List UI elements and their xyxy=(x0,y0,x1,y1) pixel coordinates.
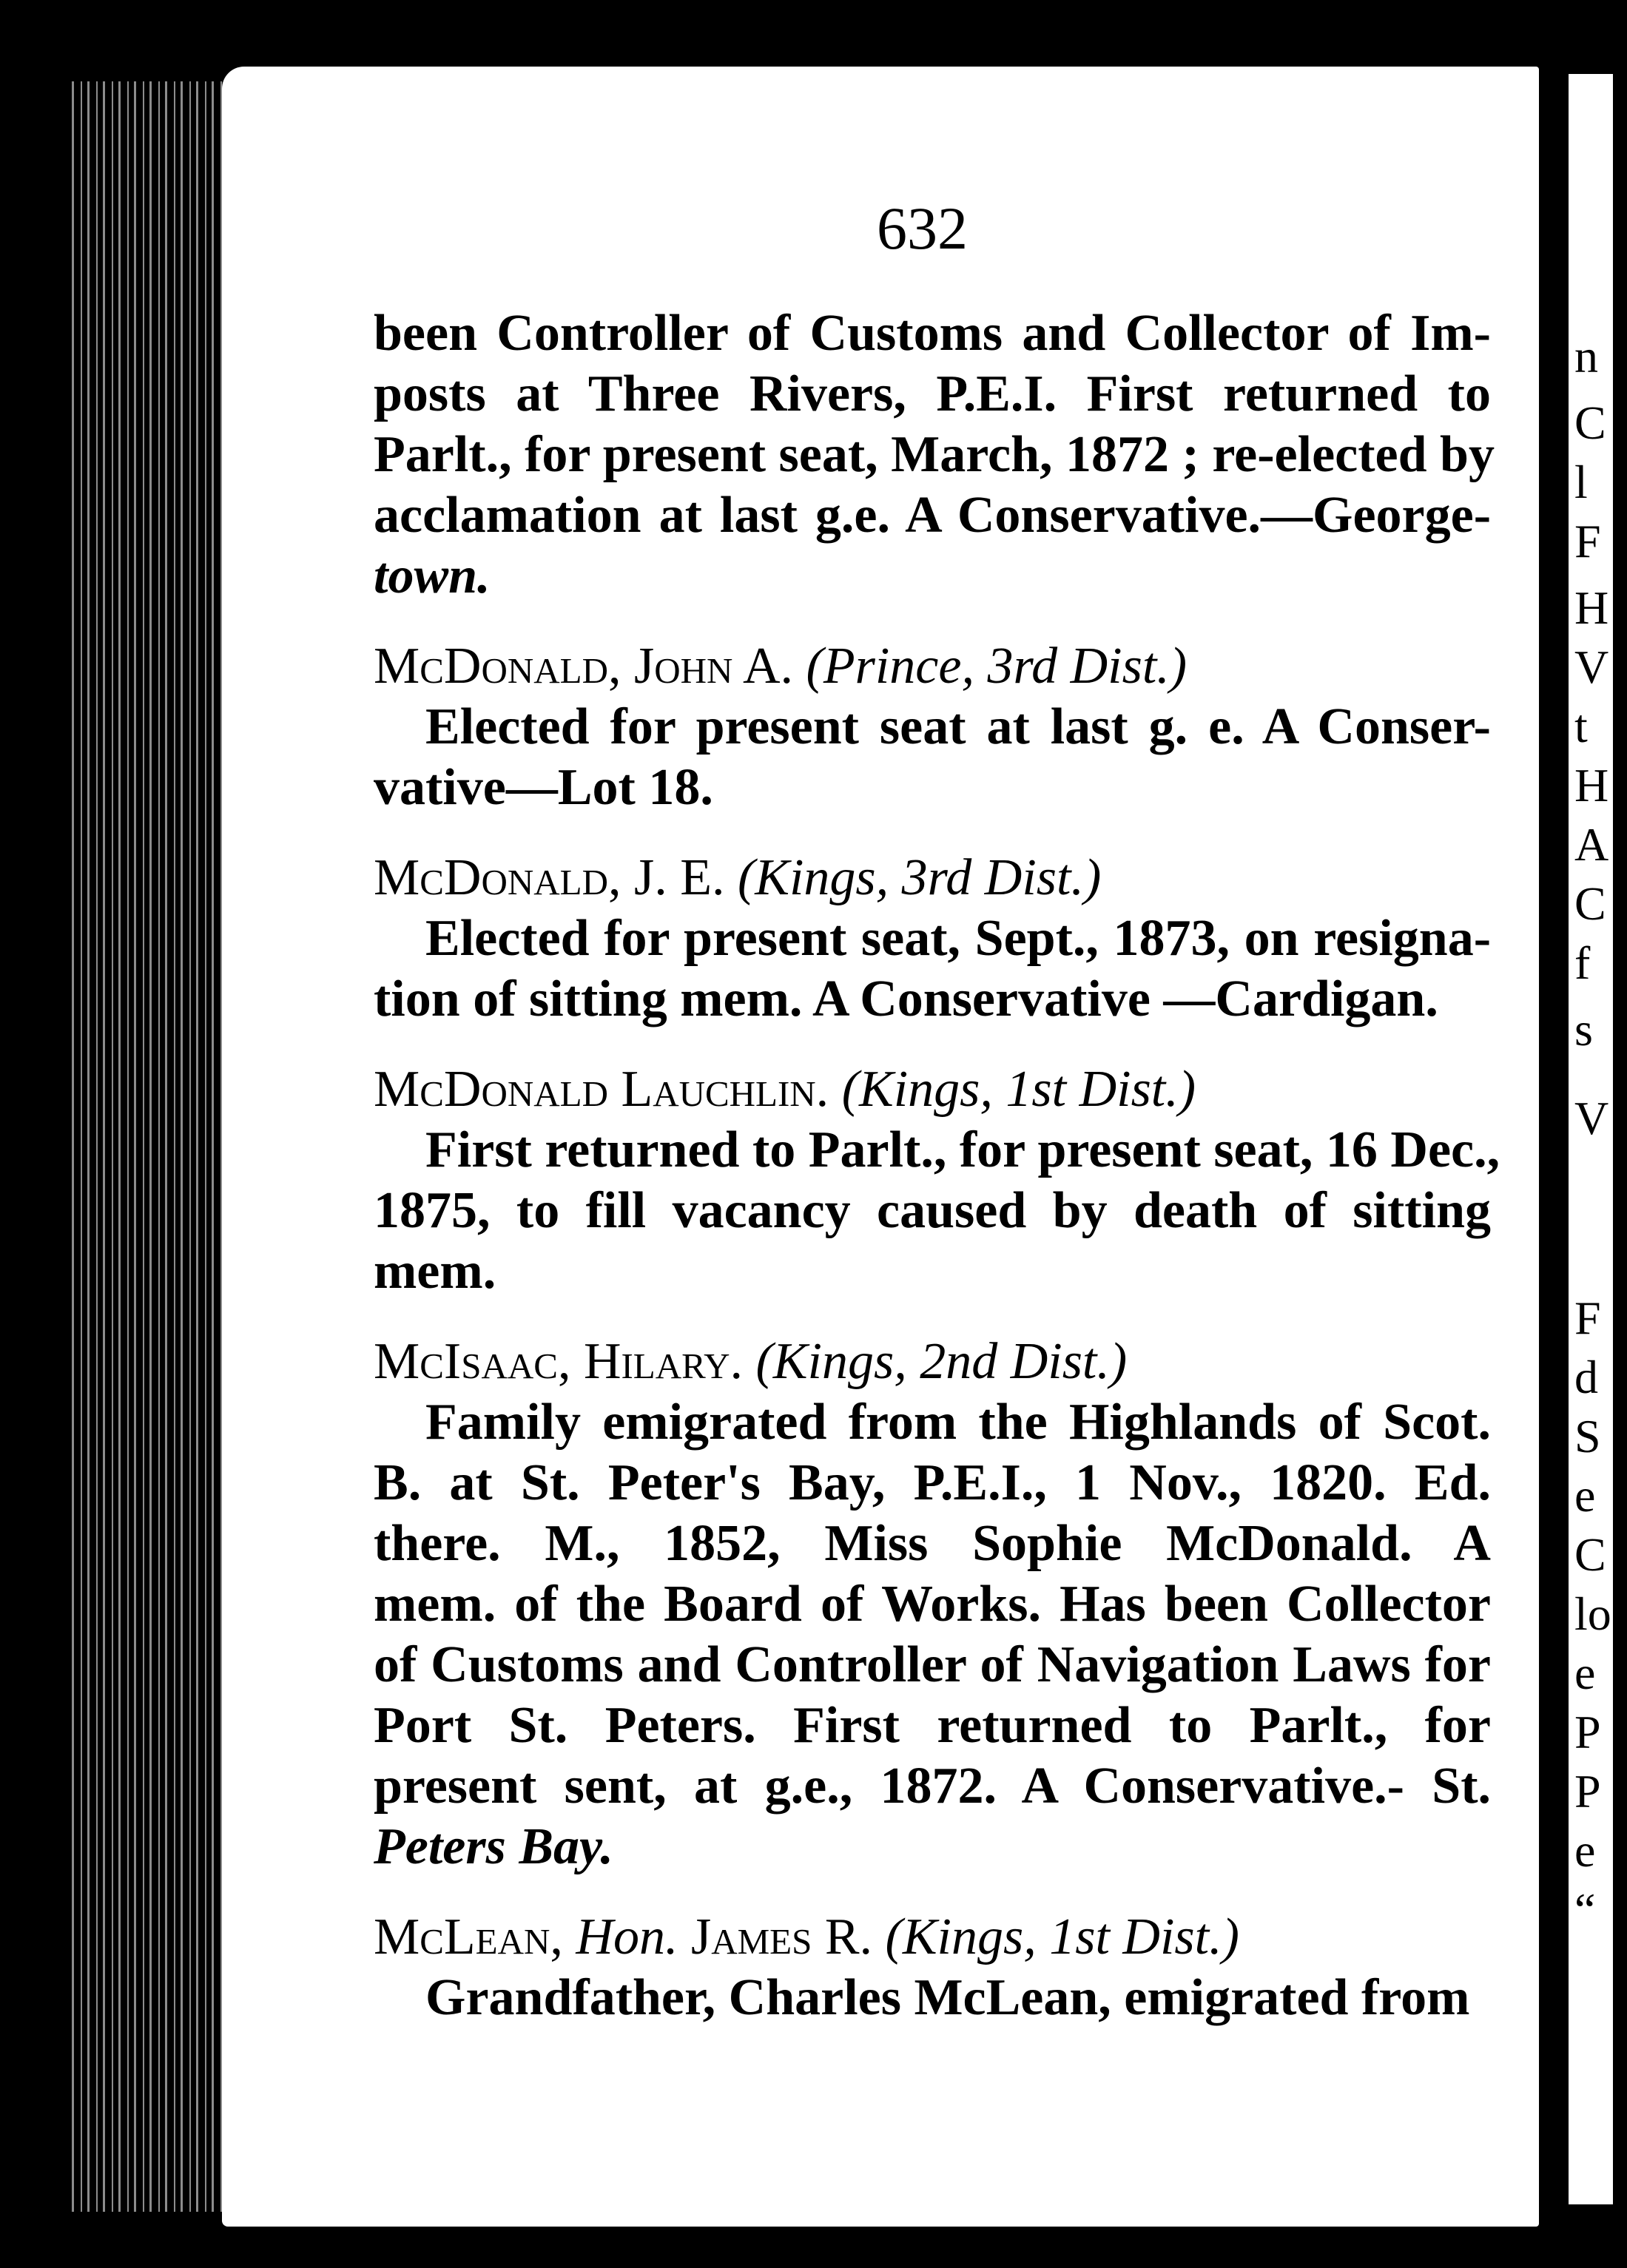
entry-heading xyxy=(374,848,1491,908)
entry-mcdonald-lauchlin xyxy=(374,1059,1500,1302)
adjacent-page-letter: e xyxy=(1574,1824,1596,1877)
text-line: First returned to Parlt., for present seat, 16 Dec., xyxy=(425,1121,1500,1178)
entry-mcdonald-j-e xyxy=(374,848,1491,1030)
text-line: tion of sitting mem. A Conservative —Cardigan. xyxy=(374,971,1438,1027)
adjacent-page-letter: F xyxy=(1574,515,1601,567)
entry-mcdonald-john-a xyxy=(374,636,1491,818)
text-line: vative—Lot 18. xyxy=(374,759,713,816)
member-name: McIsaac, Hilary. xyxy=(374,1333,743,1390)
text-line: Family emigrated from the Highlands of Scot. xyxy=(425,1394,1491,1451)
entry-mcisaac-hilary xyxy=(374,1332,1491,1877)
district: (Kings, 1st Dist.) xyxy=(841,1061,1196,1118)
entry-mclean-james-r xyxy=(374,1907,1491,2028)
text-line: there. M., 1852, Miss Sophie McDonald. A xyxy=(374,1515,1491,1572)
text-line: Peters Bay. xyxy=(374,1818,613,1875)
adjacent-page-letter: F xyxy=(1574,1292,1601,1344)
adjacent-page-letter: l xyxy=(1574,456,1588,508)
text-line: Elected for present seat at last g. e. A Conser- xyxy=(425,698,1491,755)
adjacent-page-letter: s xyxy=(1574,1003,1593,1056)
text-line: mem. of the Board of Works. Has been Collector xyxy=(374,1576,1491,1633)
text-line: present sent, at g.e., 1872. A Conservative.- St. xyxy=(374,1758,1491,1815)
text-line: mem. xyxy=(374,1243,496,1300)
adjacent-page-letter: lo xyxy=(1574,1587,1611,1640)
entry-heading xyxy=(374,1907,1491,1968)
adjacent-page-letter: f xyxy=(1574,936,1591,989)
adjacent-page-letter: P xyxy=(1574,1706,1601,1758)
adjacent-page-letter: C xyxy=(1574,1528,1606,1581)
text-line: acclamation at last g.e. A Conservative.—George- xyxy=(374,487,1491,544)
adjacent-page-letter: H xyxy=(1574,759,1609,811)
adjacent-page-letter: C xyxy=(1574,396,1606,449)
text-line: been Controller of Customs and Collector of Im- xyxy=(374,305,1491,362)
member-name: McDonald, J. E. xyxy=(374,849,725,906)
text-line: Parlt., for present seat, March, 1872 ; re-elected by xyxy=(374,426,1495,483)
text-line: town. xyxy=(374,547,491,604)
book-spine xyxy=(67,81,244,2212)
member-name-2: James R. xyxy=(690,1908,873,1965)
adjacent-page-letter: “ xyxy=(1574,1883,1596,1936)
text-line: 1875, to fill vacancy caused by death of sitting xyxy=(374,1182,1491,1239)
member-name: McLean, xyxy=(374,1908,563,1965)
text-line: posts at Three Rivers, P.E.I. First returned to xyxy=(374,365,1491,422)
honorific: Hon. xyxy=(576,1908,678,1965)
text-line: Port St. Peters. First returned to Parlt., for xyxy=(374,1697,1491,1754)
member-name: McDonald Lauchlin. xyxy=(374,1061,829,1118)
text-line: Elected for present seat, Sept., 1873, on resigna- xyxy=(425,910,1491,967)
entry-continuation xyxy=(374,303,1495,607)
district: (Kings, 3rd Dist.) xyxy=(737,849,1102,906)
adjacent-page-letter: V xyxy=(1574,641,1609,693)
adjacent-page-letter: n xyxy=(1574,330,1598,382)
district: (Kings, 2nd Dist.) xyxy=(755,1333,1128,1390)
adjacent-page-letter: H xyxy=(1574,581,1609,634)
adjacent-page-letter: e xyxy=(1574,1647,1596,1699)
adjacent-page-letter: S xyxy=(1574,1410,1601,1462)
text-line: of Customs and Controller of Navigation Laws for xyxy=(374,1636,1491,1693)
page-body xyxy=(374,303,1500,2028)
adjacent-page-letter: d xyxy=(1574,1351,1598,1403)
entry-heading xyxy=(374,1059,1491,1120)
entry-heading xyxy=(374,636,1491,697)
adjacent-page-letter: t xyxy=(1574,700,1588,752)
text-line: Grandfather, Charles McLean, emigrated from xyxy=(425,1969,1470,2026)
adjacent-page-letter: C xyxy=(1574,877,1606,930)
text-line: B. at St. Peter's Bay, P.E.I., 1 Nov., 1820. Ed. xyxy=(374,1454,1491,1511)
adjacent-page-letter: A xyxy=(1574,818,1609,871)
member-name: McDonald, John A. xyxy=(374,638,794,695)
district: (Kings, 1st Dist.) xyxy=(885,1908,1239,1965)
entry-heading xyxy=(374,1332,1491,1392)
district: (Prince, 3rd Dist.) xyxy=(806,638,1188,695)
adjacent-page-letter: e xyxy=(1574,1469,1596,1522)
adjacent-page-letter: V xyxy=(1574,1092,1609,1144)
page-number: 632 xyxy=(877,195,968,262)
adjacent-page-letter: P xyxy=(1574,1765,1601,1818)
